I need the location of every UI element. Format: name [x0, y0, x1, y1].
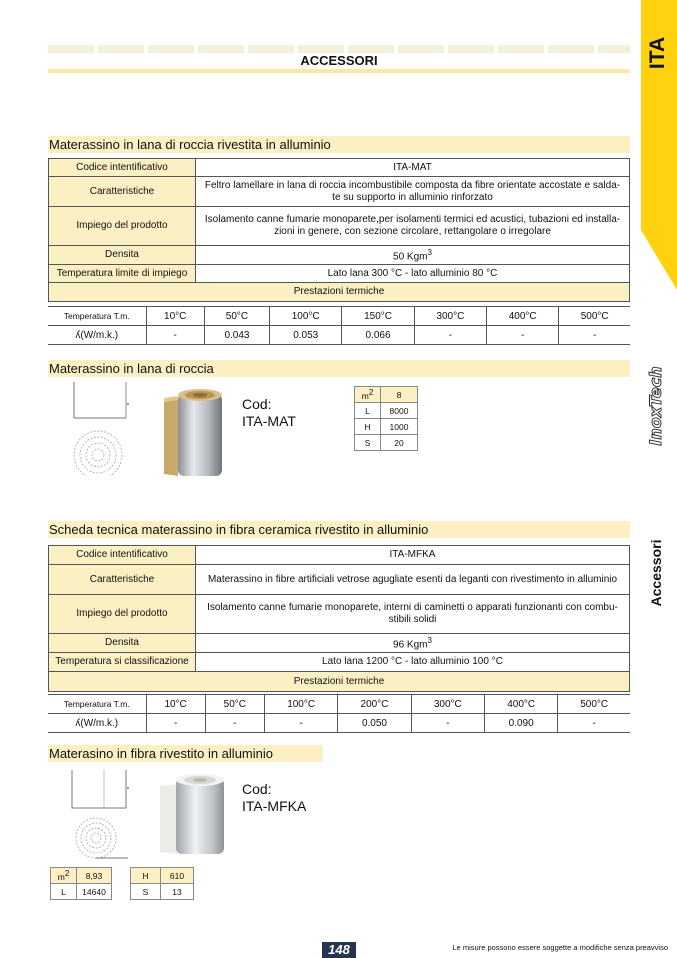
temp-cell: 10°C	[146, 307, 204, 326]
spec-value: Isolamento canne fumarie monoparete,per isolamenti termici ed acustici, tubazioni ed installa- zioni in genere, con sezione circolare, rettangolare o irregolare	[196, 207, 630, 246]
spec-value: Lato lana 300 °C - lato alluminio 80 °C	[196, 265, 630, 283]
product1-photo	[160, 386, 226, 478]
header-stripes	[48, 45, 630, 53]
temp-label: Temperatura T.m.	[48, 307, 146, 326]
lambda-cell: 0.050	[338, 714, 411, 733]
temp-cell: 150°C	[342, 307, 414, 326]
lambda-cell: -	[559, 326, 630, 345]
temp-cell: 300°C	[414, 307, 486, 326]
side-category: Accessori	[648, 539, 664, 607]
lambda-cell: 0.066	[342, 326, 414, 345]
dim-key: H	[131, 868, 161, 884]
spec-value: Materassino in fibre artificiali vetrose agugliate esenti da leganti con rivestimento in alluminio	[196, 565, 630, 595]
dim-key: $m^2$	[51, 868, 77, 884]
spec-label: Densita	[49, 246, 196, 265]
cod-value: ITA-MAT	[242, 413, 296, 429]
product2-code-block	[242, 781, 306, 815]
section1-spec-table	[48, 158, 630, 302]
product2-drawing	[66, 768, 138, 864]
cod-label: Cod:	[242, 781, 272, 797]
lambda-cell: -	[411, 714, 484, 733]
lambda-cell: -	[146, 714, 205, 733]
dim-key: $m^2$	[355, 387, 381, 403]
section1-perf-table	[48, 306, 630, 345]
product2-dims-table-left	[50, 867, 112, 900]
temp-cell: 10°C	[146, 695, 205, 714]
cod-value: ITA-MFKA	[242, 798, 307, 814]
dim-value: 13	[161, 884, 194, 900]
spec-label: Caratteristiche	[49, 565, 196, 595]
temp-cell: 200°C	[338, 695, 411, 714]
temp-cell: 50°C	[204, 307, 269, 326]
density-exp: 3	[427, 636, 432, 645]
lambda-label: ʎ(W/m.k.)	[48, 326, 146, 345]
spec-label: Codice intentificativo	[49, 546, 196, 565]
side-code: ITA	[646, 36, 669, 70]
temp-label: Temperatura T.m.	[48, 695, 146, 714]
product1-dims-table	[354, 386, 418, 451]
spec-label: Densita	[49, 634, 196, 653]
spec-label: Temperatura limite di impiego	[49, 265, 196, 283]
dim-value: 8000	[381, 403, 418, 419]
dim-value: 8,93	[77, 868, 112, 884]
section2-perf-table	[48, 694, 630, 733]
dim-key: S	[131, 884, 161, 900]
product1-code-block	[242, 396, 296, 430]
temp-cell: 500°C	[559, 307, 630, 326]
dim-key: H	[355, 419, 381, 435]
spec-value	[196, 246, 630, 265]
spec-label: Caratteristiche	[49, 177, 196, 207]
dim-value: 14640	[77, 884, 112, 900]
product1-title: Materassino in lana di roccia	[48, 360, 630, 377]
page-title: ACCESSORI	[300, 53, 378, 68]
product1-drawing	[68, 380, 138, 476]
perf-title: Prestazioni termiche	[49, 283, 630, 302]
spec-label: Impiego del prodotto	[49, 595, 196, 634]
dim-key: S	[355, 435, 381, 451]
temp-cell: 100°C	[264, 695, 337, 714]
spec-value: Feltro lamellare in lana di roccia incombustibile composta da fibre orientate accostate e salda- te su supporto in alluminio rinforzato	[196, 177, 630, 207]
lambda-cell: -	[264, 714, 337, 733]
spec-value: Lato lana 1200 °C - lato alluminio 100 °C	[196, 653, 630, 672]
dim-key: L	[355, 403, 381, 419]
spec-label: Temperatura si classificazione	[49, 653, 196, 672]
spec-label: Codice intentificativo	[49, 159, 196, 177]
temp-cell: 300°C	[411, 695, 484, 714]
lambda-cell: -	[487, 326, 559, 345]
lambda-cell: -	[414, 326, 486, 345]
temp-cell: 400°C	[485, 695, 558, 714]
product2-dims-table-right	[130, 867, 194, 900]
dim-value: 1000	[381, 419, 418, 435]
spec-label: Impiego del prodotto	[49, 207, 196, 246]
dim-value: 610	[161, 868, 194, 884]
product2-photo	[158, 772, 230, 856]
spec-value: ITA-MAT	[196, 159, 630, 177]
lambda-cell: -	[205, 714, 264, 733]
lambda-cell: 0.053	[270, 326, 342, 345]
temp-cell: 400°C	[487, 307, 559, 326]
dim-value: 20	[381, 435, 418, 451]
lambda-label: ʎ(W/m.k.)	[48, 714, 146, 733]
dim-value: 8	[381, 387, 418, 403]
spec-value: Isolamento canne fumarie monoparete, interni di caminetti o apparati funzionanti con combu- stibili solidi	[196, 595, 630, 634]
lambda-cell: -	[558, 714, 630, 733]
temp-cell: 500°C	[558, 695, 630, 714]
section1-title: Materassino in lana di roccia rivestita in alluminio	[48, 136, 630, 153]
perf-title: Prestazioni termiche	[49, 672, 630, 692]
brand-logo: InoxTech	[646, 366, 665, 446]
dim-key: L	[51, 884, 77, 900]
spec-value: ITA-MFKA	[196, 546, 630, 565]
temp-cell: 100°C	[270, 307, 342, 326]
density-value: 96 Kgm	[393, 639, 428, 651]
product2-title: Materasino in fibra rivestito in alluminio	[48, 745, 323, 762]
density-value: 50 Kgm	[393, 251, 428, 263]
lambda-cell: 0.043	[204, 326, 269, 345]
section2-title: Scheda tecnica materassino in fibra ceramica rivestito in alluminio	[48, 521, 630, 538]
footer-note: Le misure possono essere soggette a modifiche senza preavviso	[452, 943, 668, 952]
lambda-cell: -	[146, 326, 204, 345]
page-number: 148	[322, 942, 356, 958]
lambda-cell: 0.090	[485, 714, 558, 733]
density-exp: 3	[427, 248, 432, 257]
spec-value	[196, 634, 630, 653]
temp-cell: 50°C	[205, 695, 264, 714]
cod-label: Cod:	[242, 396, 272, 412]
header-rule	[48, 69, 630, 73]
section2-spec-table	[48, 545, 630, 692]
